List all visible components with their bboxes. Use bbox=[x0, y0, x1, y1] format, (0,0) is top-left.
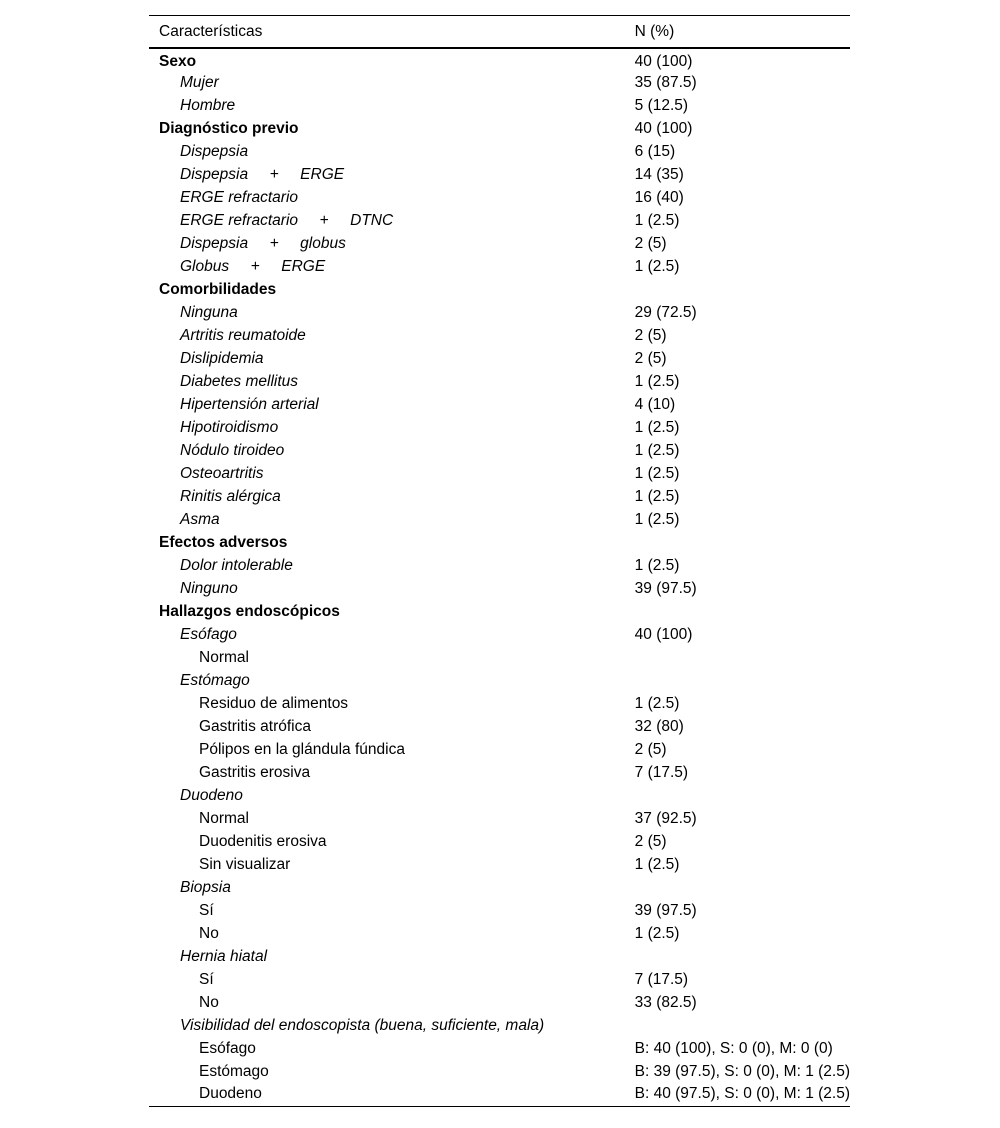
row-label: Visibilidad del endoscopista (buena, suficiente, mala) bbox=[180, 1016, 545, 1034]
table-row bbox=[149, 738, 850, 761]
row-label: Sin visualizar bbox=[199, 855, 291, 873]
table-row bbox=[149, 232, 850, 255]
table-row bbox=[149, 186, 850, 209]
table-row bbox=[149, 853, 850, 876]
row-value: 1 (2.5) bbox=[634, 441, 680, 459]
row-value bbox=[635, 1014, 850, 1037]
row-value: 33 (82.5) bbox=[634, 993, 697, 1011]
table-row bbox=[149, 393, 850, 416]
table-row bbox=[149, 508, 850, 531]
row-label: No bbox=[199, 924, 219, 942]
table-row bbox=[149, 140, 850, 163]
table-header-row bbox=[149, 16, 850, 49]
row-label: Hallazgos endoscópicos bbox=[159, 602, 340, 620]
row-value: 1 (2.5) bbox=[634, 694, 680, 712]
row-label: Rinitis alérgica bbox=[180, 487, 281, 505]
row-label: Dispepsia + ERGE bbox=[180, 165, 345, 183]
row-value: 1 (2.5) bbox=[634, 418, 680, 436]
table-row bbox=[149, 370, 850, 393]
table-row bbox=[149, 623, 850, 646]
row-label: Ninguno bbox=[180, 579, 238, 597]
row-value: 16 (40) bbox=[634, 188, 684, 206]
row-value: 40 (100) bbox=[634, 119, 693, 137]
table-row bbox=[149, 830, 850, 853]
column-header-characteristics: Características bbox=[159, 22, 263, 40]
table-row bbox=[149, 692, 850, 715]
table-body bbox=[149, 48, 850, 1106]
row-label: Ninguna bbox=[180, 303, 238, 321]
row-value: 14 (35) bbox=[634, 165, 684, 183]
row-label: Hipotiroidismo bbox=[180, 418, 279, 436]
characteristics-table bbox=[149, 15, 850, 1107]
table-row bbox=[149, 1014, 850, 1037]
row-label: Asma bbox=[180, 510, 220, 528]
row-label: Sí bbox=[199, 970, 214, 988]
table-row bbox=[149, 416, 850, 439]
row-value: 4 (10) bbox=[634, 395, 676, 413]
row-value: 35 (87.5) bbox=[634, 73, 697, 91]
row-value: 6 (15) bbox=[634, 142, 676, 160]
table-row bbox=[149, 531, 850, 554]
row-value bbox=[635, 531, 850, 554]
row-label: Efectos adversos bbox=[159, 533, 288, 551]
table-row bbox=[149, 209, 850, 232]
row-value: 32 (80) bbox=[634, 717, 684, 735]
row-label: Estómago bbox=[180, 671, 250, 689]
table-row bbox=[149, 577, 850, 600]
table-row bbox=[149, 554, 850, 577]
table-row bbox=[149, 807, 850, 830]
row-value: 7 (17.5) bbox=[634, 763, 689, 781]
table-row bbox=[149, 301, 850, 324]
row-value: 5 (12.5) bbox=[634, 96, 689, 114]
row-value bbox=[635, 876, 850, 899]
row-label: Hombre bbox=[180, 96, 236, 114]
table-row bbox=[149, 991, 850, 1014]
row-value: B: 40 (97.5), S: 0 (0), M: 1 (2.5) bbox=[634, 1085, 850, 1103]
row-value: 1 (2.5) bbox=[634, 372, 680, 390]
row-value: 40 (100) bbox=[634, 53, 693, 70]
row-value: 1 (2.5) bbox=[634, 257, 680, 275]
table-row bbox=[149, 968, 850, 991]
row-label: Pólipos en la glándula fúndica bbox=[199, 740, 405, 758]
table-row bbox=[149, 715, 850, 738]
row-value bbox=[635, 278, 850, 301]
row-value: 37 (92.5) bbox=[634, 809, 697, 827]
row-label: Hernia hiatal bbox=[180, 947, 268, 965]
row-label: Normal bbox=[199, 809, 249, 827]
row-value: 1 (2.5) bbox=[634, 510, 680, 528]
row-value: B: 39 (97.5), S: 0 (0), M: 1 (2.5) bbox=[634, 1062, 850, 1080]
table-row bbox=[149, 669, 850, 692]
row-value: 1 (2.5) bbox=[634, 855, 680, 873]
row-label: Biopsia bbox=[180, 878, 231, 896]
row-label: Mujer bbox=[180, 73, 219, 91]
row-label: Duodenitis erosiva bbox=[199, 832, 327, 850]
row-label: Diagnóstico previo bbox=[159, 119, 299, 137]
row-label: Residuo de alimentos bbox=[199, 694, 349, 712]
row-label: ERGE refractario bbox=[180, 188, 299, 206]
table-row bbox=[149, 71, 850, 94]
row-value: 2 (5) bbox=[634, 740, 667, 758]
row-label: Nódulo tiroideo bbox=[180, 441, 285, 459]
row-value: 1 (2.5) bbox=[634, 487, 680, 505]
row-label: Dispepsia + globus bbox=[180, 234, 346, 252]
row-value: B: 40 (100), S: 0 (0), M: 0 (0) bbox=[634, 1039, 833, 1057]
row-value: 1 (2.5) bbox=[634, 464, 680, 482]
row-label: Normal bbox=[199, 648, 249, 666]
table-row bbox=[149, 761, 850, 784]
row-label: Comorbilidades bbox=[159, 280, 277, 298]
table-row bbox=[149, 163, 850, 186]
row-label: Duodeno bbox=[180, 786, 243, 804]
table-row bbox=[149, 278, 850, 301]
row-label: ERGE refractario + DTNC bbox=[180, 211, 394, 229]
table-row bbox=[149, 439, 850, 462]
table-row bbox=[149, 646, 850, 669]
row-label: Dislipidemia bbox=[180, 349, 264, 367]
row-value: 39 (97.5) bbox=[634, 579, 697, 597]
row-value bbox=[635, 646, 850, 669]
row-label: Osteoartritis bbox=[180, 464, 264, 482]
table-row bbox=[149, 600, 850, 623]
row-label: Sí bbox=[199, 901, 214, 919]
table-row bbox=[149, 255, 850, 278]
table-row bbox=[149, 899, 850, 922]
row-value: 2 (5) bbox=[634, 234, 667, 252]
table-row bbox=[149, 1037, 850, 1060]
row-value: 2 (5) bbox=[634, 832, 667, 850]
row-label: Estómago bbox=[199, 1062, 269, 1080]
column-header-n-percent: N (%) bbox=[634, 22, 675, 40]
table-row bbox=[149, 94, 850, 117]
table-row bbox=[149, 945, 850, 968]
row-label: Esófago bbox=[199, 1039, 256, 1057]
row-label: Duodeno bbox=[199, 1085, 262, 1103]
table-row bbox=[149, 922, 850, 945]
row-value: 39 (97.5) bbox=[634, 901, 697, 919]
row-value: 2 (5) bbox=[634, 349, 667, 367]
row-value bbox=[635, 669, 850, 692]
row-value: 1 (2.5) bbox=[634, 211, 680, 229]
row-value bbox=[635, 600, 850, 623]
row-value: 29 (72.5) bbox=[634, 303, 697, 321]
table-row bbox=[149, 1060, 850, 1083]
row-value: 1 (2.5) bbox=[634, 556, 680, 574]
row-label: Artritis reumatoide bbox=[180, 326, 306, 344]
table-row bbox=[149, 876, 850, 899]
row-value: 40 (100) bbox=[634, 625, 693, 643]
table-row bbox=[149, 485, 850, 508]
row-value: 7 (17.5) bbox=[634, 970, 689, 988]
row-label: Diabetes mellitus bbox=[180, 372, 299, 390]
row-label: Gastritis erosiva bbox=[199, 763, 311, 781]
row-value: 1 (2.5) bbox=[634, 924, 680, 942]
row-label: Globus + ERGE bbox=[180, 257, 326, 275]
row-value bbox=[635, 945, 850, 968]
row-label: No bbox=[199, 993, 219, 1011]
table-row bbox=[149, 462, 850, 485]
row-label: Gastritis atrófica bbox=[199, 717, 311, 735]
table-row bbox=[149, 324, 850, 347]
table-row bbox=[149, 347, 850, 370]
table-row bbox=[149, 48, 850, 71]
row-value bbox=[635, 784, 850, 807]
row-value: 2 (5) bbox=[634, 326, 667, 344]
row-label: Hipertensión arterial bbox=[180, 395, 319, 413]
row-label: Dolor intolerable bbox=[180, 556, 293, 574]
table-row bbox=[149, 117, 850, 140]
row-label: Esófago bbox=[180, 625, 237, 643]
row-label: Sexo bbox=[159, 53, 197, 70]
table-row bbox=[149, 1083, 850, 1106]
characteristics-table-container bbox=[149, 15, 850, 1107]
table-row bbox=[149, 784, 850, 807]
row-label: Dispepsia bbox=[180, 142, 249, 160]
